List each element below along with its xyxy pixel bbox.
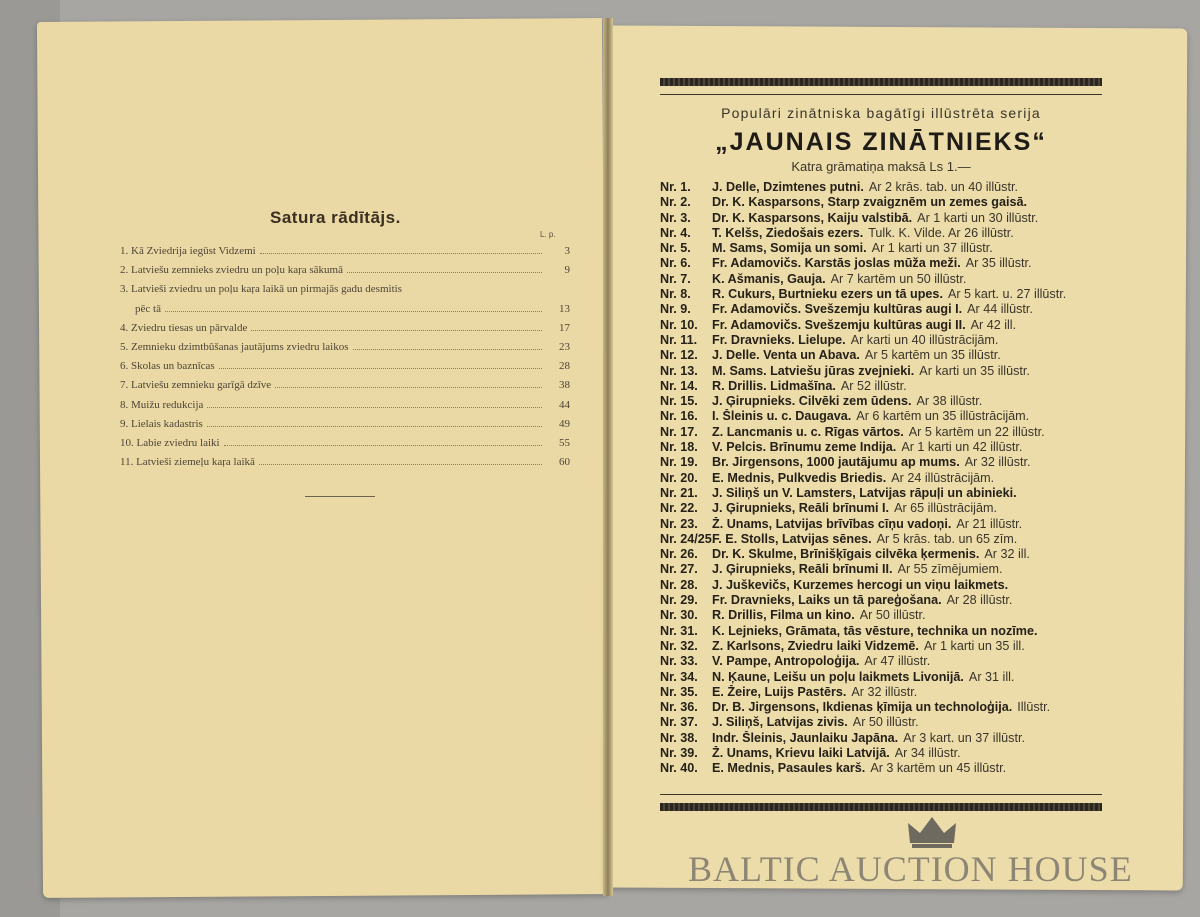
book-entry [660, 731, 1108, 746]
toc-item-page: 17 [559, 321, 570, 334]
book-description: Ar 32 ill. [984, 547, 1030, 562]
book-entry [660, 685, 1108, 700]
book-title: J. Delle, Dzimtenes putni. [712, 180, 864, 194]
toc-item [120, 376, 570, 395]
book-description: Tulk. K. Vilde. Ar 26 illūstr. [868, 225, 1014, 240]
book-entry [660, 394, 1108, 409]
book-number: Nr. 6. [660, 256, 691, 271]
book-number: Nr. 28. [660, 577, 698, 592]
book-number: Nr. 2. [660, 195, 691, 210]
book-title: J. Ģirupnieks. Cilvēki zem ūdens. [712, 394, 912, 409]
book-description: Ar 1 karti un 35 ill. [923, 638, 1025, 653]
book-number: Nr. 9. [660, 302, 691, 317]
book-title: Dr. K. Skulme, Brīnišķīgais cilvēka ķermenis. [712, 547, 980, 562]
book-title: Fr. Dravnieks. Lielupe. [712, 332, 846, 347]
book-number: Nr. 33. [660, 654, 698, 669]
book-entry [660, 272, 1108, 287]
book-title: T. Kelšs, Ziedošais ezers. [712, 225, 864, 240]
book-number: Nr. 37. [660, 715, 698, 730]
book-entry [660, 624, 1108, 639]
book-description: Ar 44 illūstr. [967, 302, 1033, 317]
toc-item [120, 280, 570, 299]
book-number: Nr. 4. [660, 225, 691, 240]
book-number: Nr. 8. [660, 287, 691, 302]
book-description: Ar 3 kartēm un 45 illūstr. [870, 761, 1007, 776]
book-spine [603, 18, 613, 896]
book-number: Nr. 23. [660, 516, 698, 531]
book-title: V. Pampe, Antropoloģija. [712, 654, 860, 669]
crown-icon [906, 815, 958, 849]
book-title: Ž. Unams, Latvijas brīvības cīņu vadoņi. [712, 516, 952, 531]
book-entry [660, 287, 1108, 302]
book-entry [660, 226, 1108, 241]
book-description: Ar 38 illūstr. [916, 394, 983, 409]
toc-item-page: 28 [559, 360, 570, 373]
book-number: Nr. 18. [660, 440, 698, 455]
book-number: Nr. 38. [660, 730, 698, 745]
toc-item-title: 6. Skolas un baznīcas [120, 360, 215, 373]
toc-item [120, 242, 570, 261]
toc-leader-dots [353, 349, 542, 350]
toc-item-title: 3. Latvieši zviedru un poļu kaŗa laikā un pirmajās gadu desmitis [120, 283, 402, 296]
book-title: M. Sams, Somija un somi. [712, 241, 867, 256]
toc-item-page: 23 [559, 340, 570, 353]
book-number: Nr. 17. [660, 424, 698, 439]
book-title: I. Šleinis u. c. Daugava. [712, 409, 852, 424]
book-entry [660, 471, 1108, 486]
book-number: Nr. 27. [660, 562, 698, 577]
book-title: Fr. Adamovičs. Svešzemju kultūras augi II. [712, 317, 966, 332]
book-number: Nr. 39. [660, 745, 698, 760]
book-entry [660, 379, 1108, 394]
series-price: Katra grāmatiņa maksā Ls 1.— [791, 159, 971, 174]
toc-item-page: 38 [559, 379, 570, 392]
toc-leader-dots [207, 407, 542, 408]
toc-item [120, 453, 570, 472]
book-entry [660, 180, 1108, 195]
book-title: J. Siliņš un V. Lamsters, Latvijas rāpuļi un abinieki. [712, 485, 1017, 500]
book-number: Nr. 22. [660, 501, 698, 516]
book-entry [660, 715, 1108, 730]
book-entry [660, 211, 1108, 226]
toc-item-page: 60 [559, 456, 570, 469]
book-number: Nr. 13. [660, 363, 698, 378]
toc-item-page: 55 [559, 436, 570, 449]
book-entry [660, 517, 1108, 532]
toc-item-title: 1. Kā Zviedrija iegūst Vidzemi [120, 245, 256, 257]
book-entry [660, 654, 1108, 669]
book-entry [660, 195, 1108, 210]
book-entry [660, 700, 1108, 715]
book-description: Ar 32 illūstr. [851, 684, 918, 699]
toc-list [120, 242, 570, 472]
book-number: Nr. 30. [660, 608, 698, 623]
toc-item [120, 434, 570, 453]
book-number: Nr. 29. [660, 593, 698, 608]
toc-leader-dots [219, 368, 542, 369]
book-description: Ar 32 illūstr. [964, 455, 1031, 470]
book-title: Fr. Adamovičs. Svešzemju kultūras augi I. [712, 302, 963, 317]
toc-leader-dots [251, 330, 542, 331]
book-title: Z. Lancmanis u. c. Rīgas vārtos. [712, 424, 904, 439]
book-title: J. Juškevičs, Kurzemes hercogi un viņu laikmets. [712, 577, 1009, 592]
book-description: Ar 55 zīmējumiem. [897, 562, 1003, 577]
book-entry [660, 409, 1108, 424]
bottom-rule [660, 794, 1102, 795]
toc-item-title: 9. Lielais kadastris [120, 417, 203, 430]
book-entry [660, 318, 1108, 333]
book-entry [660, 578, 1108, 593]
book-description: Ar 42 ill. [970, 317, 1017, 332]
book-number: Nr. 5. [660, 241, 691, 256]
book-description: Ar 5 kartēm un 22 illūstr. [908, 424, 1045, 439]
toc-leader-dots [165, 311, 542, 312]
book-number: Nr. 32. [660, 638, 698, 653]
toc-item-title: 2. Latviešu zemnieks zviedru un poļu kaŗa sākumā [120, 264, 343, 277]
book-description: Ar 2 krās. tab. un 40 illūstr. [868, 180, 1018, 194]
toc-item-page: 44 [559, 398, 570, 411]
toc-title: Satura rādītājs. [270, 208, 401, 227]
book-description: Ar 3 kart. un 37 illūstr. [903, 730, 1025, 745]
toc-item [120, 396, 570, 415]
toc-item-page: 3 [564, 245, 570, 257]
toc-item [120, 415, 570, 434]
book-number: Nr. 15. [660, 394, 698, 409]
book-title: M. Sams. Latviešu jūras zvejnieki. [712, 363, 915, 378]
toc-leader-dots [275, 387, 542, 388]
book-entry [660, 425, 1108, 440]
book-description: Ar 34 illūstr. [894, 745, 961, 760]
book-title: Dr. K. Kasparsons, Starp zvaigznēm un zemes gaisā. [712, 195, 1027, 210]
book-entry [660, 241, 1108, 256]
book-entry [660, 364, 1108, 379]
book-entry [660, 455, 1108, 470]
series-title: „JAUNAIS ZINĀTNIEKS“ [715, 128, 1047, 156]
book-title: F. E. Stolls, Latvijas sēnes. [712, 531, 872, 546]
toc-item-title: 8. Muižu redukcija [120, 398, 204, 411]
book-number: Nr. 16. [660, 409, 698, 424]
book-number: Nr. 3. [660, 210, 691, 225]
book-entry [660, 547, 1108, 562]
book-description: Ar 5 kart. u. 27 illūstr. [947, 287, 1067, 302]
book-number: Nr. 24/25. [660, 531, 716, 546]
book-entry [660, 761, 1108, 776]
book-title: E. Žeire, Luijs Pastērs. [712, 684, 847, 699]
toc-item-page: 13 [559, 302, 570, 315]
book-description: Ar 5 kartēm un 35 illūstr. [864, 348, 1001, 363]
book-description: Ar karti un 35 illūstr. [919, 363, 1030, 378]
book-number: Nr. 10. [660, 317, 698, 332]
book-description: Ar 52 illūstr. [840, 378, 907, 393]
book-description: Ar 50 illūstr. [859, 608, 926, 623]
book-description: Ar 35 illūstr. [965, 256, 1032, 271]
book-number: Nr. 11. [660, 332, 698, 347]
book-number: Nr. 26. [660, 547, 698, 562]
book-entry [660, 256, 1108, 271]
book-entry [660, 333, 1108, 348]
book-description: Ar 50 illūstr. [852, 715, 919, 730]
book-description: Ar 6 kartēm un 35 illūstrācijām. [856, 409, 1030, 424]
book-entry [660, 639, 1108, 654]
book-entry [660, 608, 1108, 623]
book-description: Ar 21 illūstr. [956, 516, 1023, 531]
top-ornament-band [660, 78, 1102, 86]
book-number: Nr. 14. [660, 378, 698, 393]
book-title: Fr. Adamovičs. Karstās joslas mūža meži. [712, 256, 961, 271]
book-entry [660, 532, 1108, 547]
book-title: Dr. B. Jirgensons, Ikdienas ķīmija un technoloģija. [712, 700, 1013, 715]
toc-item [120, 300, 570, 319]
book-title: E. Mednis, Pulkvedis Briedis. [712, 470, 887, 485]
book-title: J. Delle. Venta un Abava. [712, 348, 860, 363]
bottom-ornament-band [660, 803, 1102, 811]
book-entry [660, 746, 1108, 761]
series-subtitle: Populāri zinātniska bagātīgi illūstrēta serija [721, 105, 1041, 121]
book-number: Nr. 36. [660, 700, 698, 715]
toc-page-column-label: L. p. [540, 230, 556, 239]
book-title: Z. Karlsons, Zviedru laiki Vidzemē. [712, 638, 919, 653]
book-title: N. Ķaune, Leišu un poļu laikmets Livonijā. [712, 669, 964, 684]
book-number: Nr. 31. [660, 623, 698, 638]
book-title: E. Mednis, Pasaules karš. [712, 761, 866, 776]
book-entry [660, 670, 1108, 685]
book-title: Fr. Dravnieks, Laiks un tā pareģošana. [712, 593, 942, 608]
book-list [660, 180, 1108, 777]
book-title: Dr. K. Kasparsons, Kaiju valstibā. [712, 210, 913, 225]
book-title: V. Pelcis. Brīnumu zeme Indija. [712, 440, 897, 455]
toc-item [120, 261, 570, 280]
book-description: Ar 47 illūstr. [864, 654, 931, 669]
book-number: Nr. 7. [660, 271, 691, 286]
toc-item-title: 11. Latvieši ziemeļu kaŗa laikā [120, 456, 255, 469]
top-rule [660, 94, 1102, 95]
book-entry [660, 593, 1108, 608]
book-description: Ar 1 karti un 42 illūstr. [901, 440, 1023, 455]
book-entry [660, 562, 1108, 577]
book-entry [660, 302, 1108, 317]
toc-item-title: 5. Zemnieku dzimtbūšanas jautājums zviedru laikos [120, 340, 349, 353]
book-title: R. Drillis, Filma un kino. [712, 608, 855, 623]
book-description: Ar 65 illūstrācijām. [894, 501, 997, 516]
toc-item [120, 357, 570, 376]
toc-leader-dots [207, 426, 542, 427]
watermark-text: BALTIC AUCTION HOUSE [688, 849, 1133, 889]
book-number: Nr. 35. [660, 684, 698, 699]
toc-leader-dots [260, 253, 542, 254]
toc-item-title: 10. Labie zviedru laiki [120, 436, 220, 449]
book-number: Nr. 20. [660, 470, 698, 485]
toc-item-title: 4. Zviedru tiesas un pārvalde [120, 321, 248, 334]
book-description: Ar 7 kartēm un 50 illūstr. [830, 271, 967, 286]
toc-item-title: 7. Latviešu zemnieku garīgā dzīve [120, 379, 272, 392]
book-entry [660, 486, 1108, 501]
book-description: Ar 24 illūstrācijām. [891, 470, 995, 485]
book-title: R. Drillis. Lidmašīna. [712, 378, 836, 393]
toc-item-title: pēc tā [135, 302, 161, 315]
toc-leader-dots [259, 464, 542, 465]
book-title: Indr. Šleinis, Jaunlaiku Japāna. [712, 730, 899, 745]
toc-leader-dots [347, 272, 542, 273]
book-title: Br. Jirgensons, 1000 jautājumu ap mums. [712, 455, 960, 470]
book-description: Ar 1 karti un 30 illūstr. [917, 210, 1039, 225]
book-title: K. Ašmanis, Gauja. [712, 271, 826, 286]
book-entry [660, 348, 1108, 363]
toc-item [120, 319, 570, 338]
book-title: J. Ģirupnieks, Reāli brīnumi I. [712, 501, 890, 516]
book-number: Nr. 21. [660, 485, 698, 500]
book-title: K. Lejnieks, Grāmata, tās vēsture, technika un nozīme. [712, 623, 1038, 638]
book-description: Ar 1 karti un 37 illūstr. [871, 241, 993, 256]
book-number: Nr. 34. [660, 669, 698, 684]
toc-item-page: 49 [559, 417, 570, 430]
book-title: J. Siliņš, Latvijas zivis. [712, 715, 848, 730]
divider [305, 496, 375, 497]
book-entry [660, 501, 1108, 516]
toc-leader-dots [224, 445, 542, 446]
book-description: Ar 31 ill. [968, 669, 1015, 684]
book-description: Ar 5 krās. tab. un 65 zīm. [876, 531, 1018, 546]
toc-item [120, 338, 570, 357]
book-number: Nr. 1. [660, 180, 691, 194]
toc-item-page: 9 [564, 264, 570, 277]
book-number: Nr. 40. [660, 761, 698, 776]
book-description: Ar 28 illūstr. [946, 593, 1013, 608]
book-number: Nr. 19. [660, 455, 698, 470]
book-number: Nr. 12. [660, 348, 698, 363]
book-title: J. Ģirupnieks, Reāli brīnumi II. [712, 562, 893, 577]
book-title: Ž. Unams, Krievu laiki Latvijā. [712, 745, 890, 760]
book-description: Illūstr. [1017, 700, 1051, 715]
book-title: R. Cukurs, Burtnieku ezers un tā upes. [712, 287, 943, 302]
book-description: Ar karti un 40 illūstrācijām. [850, 332, 999, 347]
book-entry [660, 440, 1108, 455]
